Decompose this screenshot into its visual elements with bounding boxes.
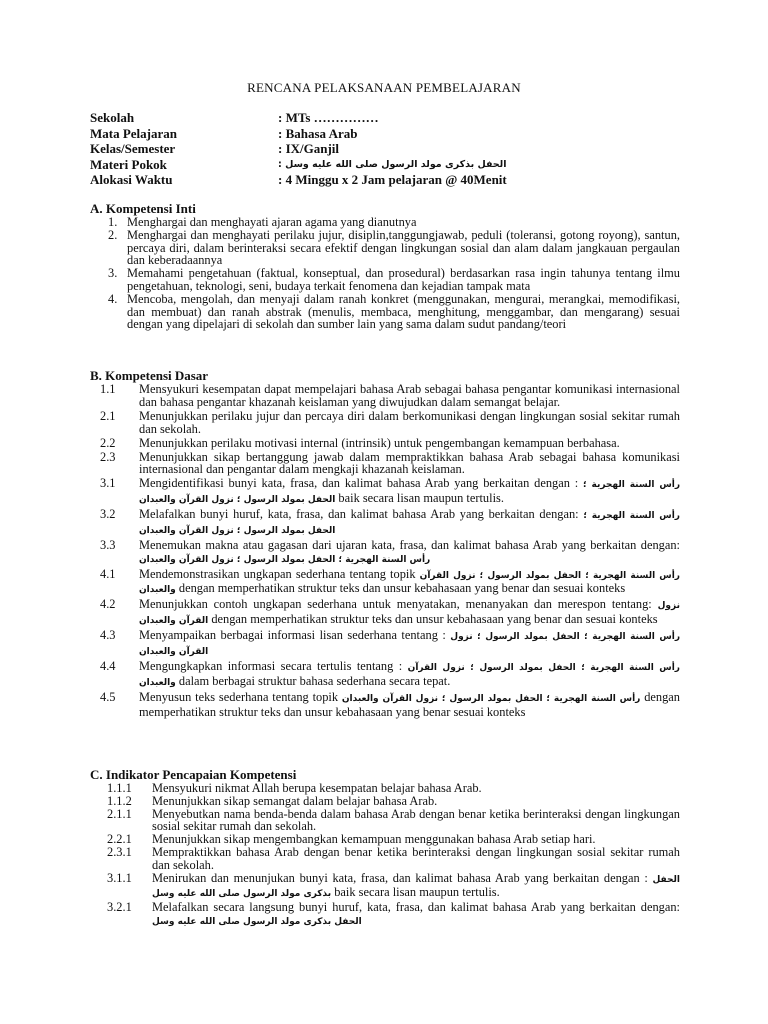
list-item — [90, 872, 680, 902]
indikator-list — [90, 782, 680, 929]
info-label: Alokasi Waktu — [90, 172, 173, 187]
item-text — [152, 808, 680, 834]
item-text — [139, 539, 680, 567]
item-text-main: Menunjukkan sikap semangat dalam belajar bahasa Arab. — [152, 793, 438, 808]
item-text-tail: dengan memperhatikan struktur teks dan unsur kebahasaan yang benar dan sesuai konteks — [208, 612, 658, 627]
item-text — [139, 691, 680, 719]
list-item — [90, 660, 680, 690]
list-item — [90, 451, 680, 477]
section-kompetensi-dasar — [90, 368, 680, 720]
item-text — [139, 598, 680, 628]
item-text — [139, 629, 680, 659]
item-text-main: Menemukan makna atau gagasan dari ujaran kata, frasa, dan kalimat bahasa Arab yang berkaitan dengan: — [139, 537, 680, 552]
item-text-main: Mengidentifikasi bunyi kata, frasa, dan kalimat bahasa Arab yang berkaitan dengan : — [139, 476, 579, 491]
item-text-main: Mengungkapkan informasi secara tertulis tentang : — [139, 659, 403, 674]
item-text-main: Menirukan dan menunjukan bunyi kata, frasa, dan kalimat bahasa Arab yang berkaitan dengan : — [152, 870, 648, 885]
info-label: Mata Pelajaran — [90, 125, 178, 141]
info-value: : IX/Ganjil — [278, 141, 340, 156]
info-label: Materi Pokok — [90, 156, 167, 172]
item-number: 2.1 — [100, 408, 116, 423]
item-arabic-topic: رأس السنة الهجرية ؛ الحفل بمولد الرسول ؛ نزول القرآن والعبدان — [139, 663, 680, 688]
item-text — [139, 410, 680, 436]
item-number: 4. — [108, 291, 118, 306]
item-text-main: Mencoba, mengolah, dan menyaji dalam ranah konkret (menggunakan, mengurai, merangkai, memodifikasi, dan membuat) dan ranah abstrak (menulis, membaca, menghitung, menggambar, dan mengarang) sesuai dengan yang dipelajari di sekolah dan sumber lain yang sama dalam sudut pandang/teori — [127, 291, 680, 332]
item-text — [139, 508, 680, 538]
item-text-main: Mensyukuri nikmat Allah berupa kesempatan belajar bahasa Arab. — [152, 781, 482, 795]
item-number: 4.4 — [100, 659, 116, 674]
item-number: 2. — [108, 227, 118, 242]
info-value: : MTs …………… — [278, 110, 379, 125]
item-number: 2.1.1 — [107, 806, 132, 821]
item-number: 3.2 — [100, 507, 116, 522]
item-text-main: Melafalkan bunyi huruf, kata, frasa, dan kalimat bahasa Arab yang berkaitan dengan: — [139, 507, 579, 522]
info-value: : 4 Minggu x 2 Jam pelajaran @ 40Menit — [278, 172, 507, 187]
info-value: : Bahasa Arab — [278, 125, 358, 141]
item-text — [139, 477, 680, 507]
section-indikator — [90, 767, 680, 929]
item-text-main: Menunjukkan perilaku motivasi internal (intrinsik) untuk pengembangan kemampuan berbahasa. — [139, 435, 620, 450]
item-number: 1. — [108, 215, 118, 229]
kompetensi-inti-list — [90, 216, 680, 331]
item-text-tail: dengan memperhatikan struktur teks dan unsur kebahasaan yang benar sesuai konteks — [139, 689, 680, 719]
item-arabic-topic: رأس السنة الهجرية ؛ الحفل بمولد الرسول ؛ نزول القرآن والعبدان — [139, 570, 680, 596]
item-text-main: Menunjukkan sikap mengembangkan kemampuan menggunakan bahasa Arab setiap hari. — [152, 832, 596, 847]
info-row-mata-pelajaran — [90, 126, 690, 142]
section-heading: B. Kompetensi Dasar — [90, 368, 209, 383]
list-item — [90, 901, 680, 929]
item-text-main: Memahami pengetahuan (faktual, konseptual, dan prosedural) berdasarkan rasa ingin tahunya tentang ilmu pengetahuan, teknologi, seni, budaya terkait fenomena dan kejadian tampak mata — [127, 266, 680, 293]
item-number: 3.2.1 — [107, 900, 132, 915]
item-text-tail: baik secara lisan maupun tertulis. — [331, 885, 500, 900]
item-text-main: Menyebutkan nama benda-benda dalam bahasa Arab dengan benar ketika berinteraksi dengan lingkungan sosial sekitar rumah dan sekolah. — [152, 806, 680, 834]
item-arabic-topic: رأس السنة الهجرية ؛ الحفل بمولد الرسول ؛ نزول القرآن والعبدان — [341, 693, 641, 704]
info-row-alokasi — [90, 172, 690, 188]
item-text-main: Menunjukkan contoh ungkapan sederhana untuk menyatakan, menanyakan dan merespon tentang: — [139, 597, 652, 612]
list-item — [90, 267, 680, 293]
item-text-main: Melafalkan secara langsung bunyi huruf, kata, frasa, dan kalimat bahasa Arab yang berkaitan dengan: — [152, 900, 680, 915]
item-number: 4.3 — [100, 628, 116, 643]
list-item — [90, 629, 680, 659]
item-arabic-topic: رأس السنة الهجرية ؛ الحفل بمولد الرسول ؛ نزول القرآن والعبدان — [139, 480, 680, 506]
item-text-main: Menunjukkan perilaku jujur dan percaya diri dalam berkomunikasi dengan lingkungan sosial sekitar rumah dan sekolah. — [139, 408, 680, 436]
item-number: 4.5 — [100, 689, 116, 704]
list-item — [90, 539, 680, 567]
list-item — [90, 437, 680, 450]
item-arabic-topic: الحفل بذكرى مولد الرسول صلى الله عليه وسل — [152, 916, 362, 927]
item-text — [139, 437, 680, 450]
item-arabic-topic: نزول القرآن والعبدان — [139, 601, 680, 627]
item-number: 2.3 — [100, 449, 116, 464]
item-text-main: Menyusun teks sederhana tentang topik — [139, 689, 339, 704]
info-label: Kelas/Semester — [90, 141, 176, 156]
item-number: 4.1 — [100, 566, 116, 581]
item-text — [127, 229, 680, 267]
item-text-tail: dalam berbagai struktur bahasa sederhana secara tepat. — [175, 673, 451, 688]
item-arabic-topic: الحفل بذكرى مولد الرسول صلى الله عليه وسل — [152, 874, 680, 900]
item-text-main: Menunjukkan sikap bertanggung jawab dalam mempraktikkan bahasa Arab sebagai bahasa komunikasi internasional dan pengantar dalam mengkaji khazanah keislaman. — [139, 449, 680, 477]
list-item — [90, 808, 680, 834]
item-text — [139, 383, 680, 409]
item-text — [139, 568, 680, 598]
kompetensi-dasar-list — [90, 383, 680, 718]
item-text — [139, 451, 680, 477]
item-number: 1.1.2 — [107, 793, 132, 808]
section-heading: A. Kompetensi Inti — [90, 201, 196, 216]
list-item — [90, 691, 680, 719]
item-text-main: Menyampaikan berbagai informasi lisan sederhana tentang : — [139, 628, 446, 643]
item-text — [152, 846, 680, 872]
item-number: 1.1.1 — [107, 781, 132, 795]
item-text — [127, 267, 680, 293]
item-number: 3.1.1 — [107, 870, 132, 885]
item-text-main: Mendemonstrasikan ungkapan sederhana tentang topik — [139, 566, 416, 581]
info-row-materi — [90, 157, 690, 173]
info-label: Sekolah — [90, 110, 135, 125]
section-kompetensi-inti — [90, 201, 680, 331]
list-item — [90, 508, 680, 538]
list-item — [90, 293, 680, 331]
list-item — [90, 477, 680, 507]
item-number: 2.3.1 — [107, 844, 132, 859]
list-item — [90, 568, 680, 598]
info-table — [90, 110, 690, 188]
section-heading: C. Indikator Pencapaian Kompetensi — [90, 767, 297, 782]
item-number: 3. — [108, 266, 118, 281]
list-item — [90, 410, 680, 436]
list-item — [90, 229, 680, 267]
item-number: 3.3 — [100, 537, 116, 552]
info-row-sekolah — [90, 110, 690, 126]
item-text-main: Menghargai dan menghayati ajaran agama yang dianutnya — [127, 215, 417, 229]
item-text-main: Mensyukuri kesempatan dapat mempelajari bahasa Arab sebagai bahasa pengantar komunikasi internasional dan bahasa pengantar khazanah keislaman yang diwujudkan dalam semangat belajar. — [139, 382, 680, 409]
item-text-main: Mempraktikkan bahasa Arab dengan benar ketika berinteraksi dengan lingkungan sosial sekitar rumah dan sekolah. — [152, 844, 680, 872]
item-arabic-topic: رأس السنة الهجرية ؛ الحفل بمولد الرسول ؛ نزول القرآن والعبدان — [139, 511, 680, 536]
item-number: 2.2.1 — [107, 832, 132, 847]
item-text — [139, 660, 680, 690]
info-row-kelas — [90, 141, 690, 157]
item-number: 4.2 — [100, 597, 116, 612]
item-text — [152, 872, 680, 902]
item-text — [127, 293, 680, 331]
item-arabic-topic: رأس السنة الهجرية ؛ الحفل بمولد الرسول ؛ نزول القرآن والعبدان — [139, 632, 680, 658]
item-number: 3.1 — [100, 476, 116, 491]
item-text-tail: dengan memperhatikan struktur teks dan unsur kebahasaan yang benar dan sesuai konteks — [175, 581, 626, 596]
item-number: 1.1 — [100, 382, 116, 396]
item-arabic-topic: رأس السنة الهجرية ؛ الحفل بمولد الرسول ؛ نزول القرآن والعبدان — [139, 554, 431, 565]
list-item — [90, 598, 680, 628]
info-value: : الحفل بذكرى مولد الرسول صلى الله عليه وسل — [278, 158, 507, 170]
item-number: 2.2 — [100, 435, 116, 450]
item-text-main: Menghargai dan menghayati perilaku jujur, disiplin,tanggungjawab, peduli (toleransi, gotong royong), santun, percaya diri, dalam berinteraksi secara efektif dengan lingkungan sosial dan alam dalam jangkauan pergaulan dan keberadaannya — [127, 227, 680, 268]
document-title: RENCANA PELAKSANAAN PEMBELAJARAN — [247, 80, 521, 95]
item-text — [152, 901, 680, 929]
item-text-tail: baik secara lisan maupun tertulis. — [335, 491, 504, 506]
list-item — [90, 846, 680, 872]
list-item — [90, 383, 680, 409]
